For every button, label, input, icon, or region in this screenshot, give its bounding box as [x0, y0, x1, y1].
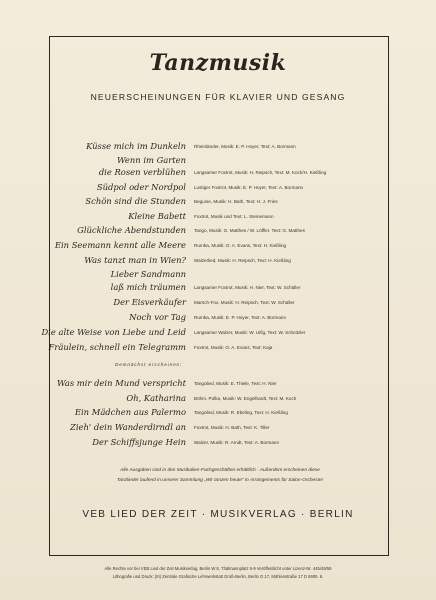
song-details: Foxtrot, Musik: O. A. Evans, Text: Kaja — [194, 345, 273, 350]
song-title: Küsse mich im Dunkeln — [86, 141, 186, 151]
upcoming-label: Demnächst erscheinen: — [115, 362, 183, 367]
song-row — [0, 342, 436, 352]
upcoming-row — [0, 422, 436, 432]
song-title: Südpol oder Nordpol — [96, 182, 186, 192]
song-title: die Rosen verblühen — [98, 167, 186, 177]
song-details: Tango, Musik: G. Matthes / W. Löffler, Text: G. Matthes — [194, 228, 305, 233]
song-row — [0, 269, 436, 279]
song-title: Was tanzt man in Wien? — [84, 255, 186, 265]
song-row — [0, 155, 436, 165]
song-row — [0, 327, 436, 337]
footer-line: Alle Rechte vor bei VEB Lied der Zeit Musikverlag, Berlin W 8, Thälmannplatz 6-9 Veröffentlicht unter Lizenz-Nr. 445/49/59 — [104, 566, 332, 571]
upcoming-row — [0, 407, 436, 417]
song-row — [0, 167, 436, 177]
song-row — [0, 312, 436, 322]
song-title: Ein Mädchen aus Palermo — [74, 407, 186, 417]
song-details: Beguine, Musik: H. Bath, Text: H. J. Fries — [194, 199, 278, 204]
song-title: Fräulein, schnell ein Telegramm — [48, 342, 186, 352]
song-details: Langsamer Foxtrot, Musik: H. Reipsch, Text: M. Koch/H. Kießling — [194, 170, 327, 175]
song-row — [0, 211, 436, 221]
song-details: Rumba, Musik: E. P. Hoyer, Text: A. Bormann — [194, 315, 286, 320]
song-title: Oh, Katharina — [126, 393, 186, 403]
song-details: Langsamer Walzer, Musik: W. Uifig, Text: W. Schnitzler — [194, 330, 306, 335]
availability-note: Tanzlieder laufend in unserer Sammlung „Wir tanzen heute" in Arrangements für Salon-Orchester — [116, 478, 324, 483]
song-row — [0, 255, 436, 265]
upcoming-row — [0, 393, 436, 403]
song-row — [0, 240, 436, 250]
song-title: Glückliche Abendstunden — [77, 225, 186, 235]
song-title: Wenn im Garten — [116, 155, 186, 165]
availability-note: Alle Ausgaben sind in den Musikalien-Fachgeschäften erhältlich · Außerdem erscheinen diese — [120, 468, 320, 473]
song-details: Böhm. Polka, Musik: W. Engelhardt, Text: M. Koch — [194, 396, 297, 401]
page-subtitle: NEUERSCHEINUNGEN FÜR KLAVIER UND GESANG — [90, 92, 346, 102]
song-row — [0, 225, 436, 235]
page-title: Tanzmusik — [149, 50, 287, 76]
song-details: Foxtrot, Musik: H. Bath, Text: K. Tiller — [194, 425, 270, 430]
publisher: VEB LIED DER ZEIT · MUSIKVERLAG · BERLIN — [82, 509, 354, 520]
song-row — [0, 196, 436, 206]
footer-line: Lithografie und Druck: (III) Zentrale Grafische Lehrwerkstatt Groß-Berlin, Berlin O 17, Mühlenstraße 17 D 6905. 6. — [112, 574, 324, 579]
song-details: Walzerlied, Musik: H. Reipsch, Text: H. Kießling — [194, 258, 291, 263]
song-title: Ein Seemann kennt alle Meere — [54, 240, 186, 250]
song-row — [0, 297, 436, 307]
song-details: Marsch-Fox, Musik: H. Reipsch, Text: W. Schüller — [194, 300, 295, 305]
song-title: laß mich träumen — [110, 282, 186, 292]
song-title: Noch vor Tag — [129, 312, 186, 322]
song-row — [0, 282, 436, 292]
song-details: Tangolied, Musik: E. Thiele, Text: H. Nier — [194, 381, 277, 386]
upcoming-row — [0, 378, 436, 388]
song-details: Foxtrot, Musik und Text: L. Steinemann — [194, 214, 274, 219]
song-details: Lustiger Foxtrot, Musik: E. P. Hoyer, Text: A. Bormann — [194, 185, 304, 190]
song-title: Der Eisverkäufer — [113, 297, 186, 307]
song-row — [0, 141, 436, 151]
song-row — [0, 182, 436, 192]
upcoming-row — [0, 437, 436, 447]
song-title: Zieh' dein Wanderdirndl an — [70, 422, 186, 432]
song-title: Der Schiffsjunge Hein — [92, 437, 186, 447]
song-title: Schön sind die Stunden — [85, 196, 186, 206]
song-details: Rheinländer, Musik: E. P. Hoyer, Text: A. Bormann — [194, 144, 296, 149]
song-details: Tangolied, Musik: R. Ebeling, Text: H. Kießling — [194, 410, 288, 415]
song-details: Langsamer Foxtrot, Musik: H. Nier, Text: W. Schüller — [194, 285, 301, 290]
song-details: Rumba, Musik: O. A. Evans, Text: H. Kießling — [194, 243, 287, 248]
song-title: Kleine Babett — [128, 211, 186, 221]
song-title: Was mir dein Mund verspricht — [56, 378, 186, 388]
song-details: Walzer, Musik: R. Arndt, Text: A. Bormann — [194, 440, 280, 445]
song-title: Die alte Weise von Liebe und Leid — [41, 327, 186, 337]
song-title: Lieber Sandmann — [110, 269, 186, 279]
